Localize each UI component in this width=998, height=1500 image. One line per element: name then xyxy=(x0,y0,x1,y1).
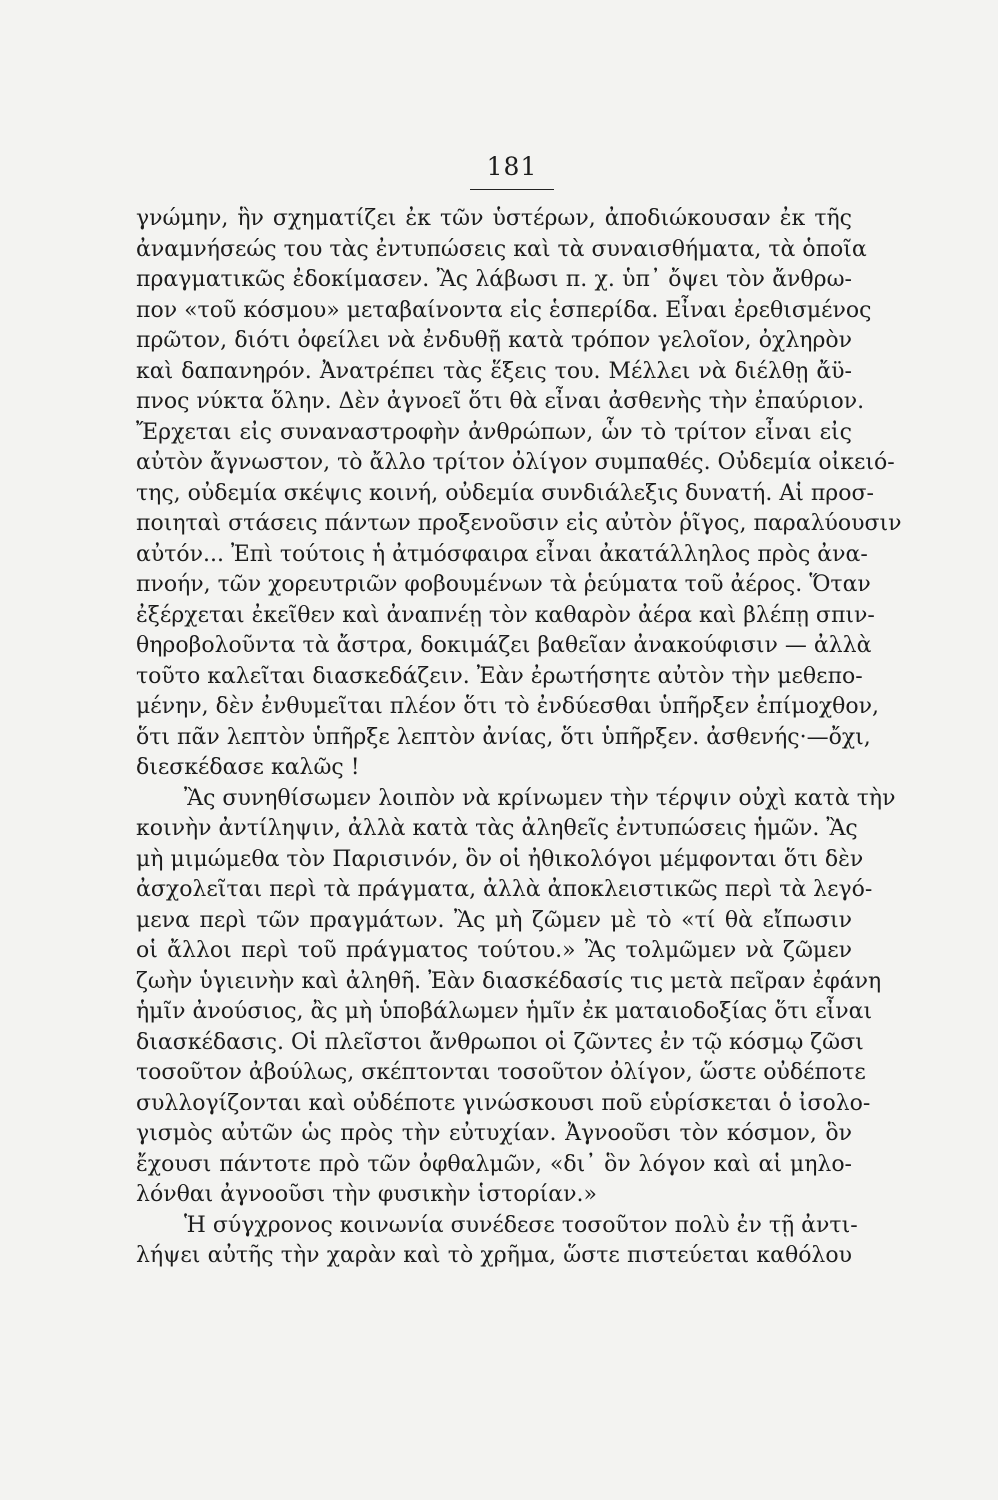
text-line: Ἔρχεται εἰς συναναστροφὴν ἀνθρώπων, ὧν τὸ τρίτον εἶναι εἰς xyxy=(136,419,852,445)
text-line: ἔχουσι πάντοτε πρὸ τῶν ὀφθαλμῶν, «δι᾽ ὃν λόγον καὶ αἱ μηλο- xyxy=(136,1151,852,1177)
text-line: κοινὴν ἀντίληψιν, ἀλλὰ κατὰ τὰς ἀληθεῖς ἐντυπώσεις ἡμῶν. Ἂς xyxy=(136,816,858,841)
text-line: πραγματικῶς ἐδοκίμασεν. Ἂς λάβωσι π. χ. ὑπ᾽ ὄψει τὸν ἄνθρω- xyxy=(136,267,852,292)
text-line: συλλογίζονται καὶ οὐδέποτε γινώσκουσι ποῦ εὑρίσκεται ὁ ἰσολο- xyxy=(136,1090,871,1116)
text-line: διασκέδασις. Οἱ πλεῖστοι ἄνθρωποι οἱ ζῶντες ἐν τῷ κόσμῳ ζῶσι xyxy=(136,1029,864,1055)
text-line: γισμὸς αὐτῶν ὡς πρὸς τὴν εὐτυχίαν. Ἀγνοοῦσι τὸν κόσμον, ὃν xyxy=(136,1121,852,1146)
page-number: 181 xyxy=(470,152,554,190)
text-line: λόνθαι ἀγνοοῦσι τὴν φυσικὴν ἱστορίαν.» xyxy=(136,1182,597,1207)
text-line: διεσκέδασε καλῶς ! xyxy=(136,755,360,780)
body-text xyxy=(136,204,902,1272)
text-line: μενα περὶ τῶν πραγμάτων. Ἂς μὴ ζῶμεν μὲ τὸ «τί θὰ εἴπωσιν xyxy=(136,907,852,933)
text-line: της, οὐδεμία σκέψις κοινή, οὐδεμία συνδιάλεξις δυνατή. Αἱ προσ- xyxy=(136,480,874,506)
text-line: ὅτι πᾶν λεπτὸν ὑπῆρξε λεπτὸν ἀνίας, ὅτι ὑπῆρξεν. ἀσθενής·—ὄχι, xyxy=(136,724,871,750)
text-line: Ἡ σύγχρονος κοινωνία συνέδεσε τοσοῦτον πολὺ ἐν τῇ ἀντι- xyxy=(184,1212,858,1238)
text-line: ἐξέρχεται ἐκεῖθεν καὶ ἀναπνέῃ τὸν καθαρὸν ἀέρα καὶ βλέπῃ σπιν- xyxy=(136,602,875,628)
text-line: τοῦτο καλεῖται διασκεδάζειν. Ἐὰν ἐρωτήσητε αὐτὸν τὴν μεθεπο- xyxy=(136,663,863,689)
text-line: λήψει αὐτῆς τὴν χαρὰν καὶ τὸ χρῆμα, ὥστε πιστεύεται καθόλου xyxy=(136,1243,852,1268)
text-line: ἡμῖν ἀνούσιος, ἂς μὴ ὑποβάλωμεν ἡμῖν ἐκ ματαιοδοξίας ὅτι εἶναι xyxy=(136,999,873,1024)
text-line: μὴ μιμώμεθα τὸν Παρισινόν, ὃν οἱ ἠθικολόγοι μέμφονται ὅτι δὲν xyxy=(136,846,864,872)
text-line: μένην, δὲν ἐνθυμεῖται πλέον ὅτι τὸ ἐνδύεσθαι ὑπῆρξεν ἐπίμοχθον, xyxy=(136,694,880,719)
text-line: Ἂς συνηθίσωμεν λοιπὸν νὰ κρίνωμεν τὴν τέρψιν οὐχὶ κατὰ τὴν xyxy=(184,785,896,811)
text-line: ζωὴν ὑγιεινὴν καὶ ἀληθῆ. Ἐὰν διασκέδασίς τις μετὰ πεῖραν ἐφάνη xyxy=(136,968,882,994)
text-line: πον «τοῦ κόσμου» μεταβαίνοντα εἰς ἑσπερίδα. Εἶναι ἐρεθισμένος xyxy=(136,297,872,323)
text-line: ποιηταὶ στάσεις πάντων προξενοῦσιν εἰς αὐτὸν ῥῖγος, παραλύουσιν xyxy=(136,511,902,536)
text-line: τοσοῦτον ἀβούλως, σκέπτονται τοσοῦτον ὀλίγον, ὥστε οὐδέποτε xyxy=(136,1060,866,1085)
text-line: γνώμην, ἣν σχηματίζει ἐκ τῶν ὑστέρων, ἀποδιώκουσαν ἐκ τῆς xyxy=(136,206,852,231)
text-line: καὶ δαπανηρόν. Ἀνατρέπει τὰς ἕξεις του. Μέλλει νὰ διέλθῃ ἄϋ- xyxy=(136,358,852,384)
text-line: ἀσχολεῖται περὶ τὰ πράγματα, ἀλλὰ ἀποκλειστικῶς περὶ τὰ λεγό- xyxy=(136,877,873,902)
text-line: θηροβολοῦντα τὰ ἄστρα, δοκιμάζει βαθεῖαν ἀνακούφισιν — ἀλλὰ xyxy=(136,633,872,658)
text-line: οἱ ἄλλοι περὶ τοῦ πράγματος τούτου.» Ἂς τολμῶμεν νὰ ζῶμεν xyxy=(136,938,852,963)
text-line: ἀναμνήσεώς του τὰς ἐντυπώσεις καὶ τὰ συναισθήματα, τὰ ὁποῖα xyxy=(136,236,867,262)
text-line: πνος νύκτα ὅλην. Δὲν ἀγνοεῖ ὅτι θὰ εἶναι ἀσθενὴς τὴν ἐπαύριον. xyxy=(136,389,865,414)
text-line: αὐτόν... Ἐπὶ τούτοις ἡ ἀτμόσφαιρα εἶναι ἀκατάλληλος πρὸς ἀνα- xyxy=(136,541,868,567)
text-line: πρῶτον, διότι ὀφείλει νὰ ἐνδυθῇ κατὰ τρόπον γελοῖον, ὀχληρὸν xyxy=(136,328,852,353)
text-line: πνοήν, τῶν χορευτριῶν φοβουμένων τὰ ῥεύματα τοῦ ἀέρος. Ὅταν xyxy=(136,572,871,597)
text-line: αὐτὸν ἄγνωστον, τὸ ἄλλο τρίτον ὀλίγον συμπαθές. Οὐδεμία οἰκειό- xyxy=(136,450,895,475)
